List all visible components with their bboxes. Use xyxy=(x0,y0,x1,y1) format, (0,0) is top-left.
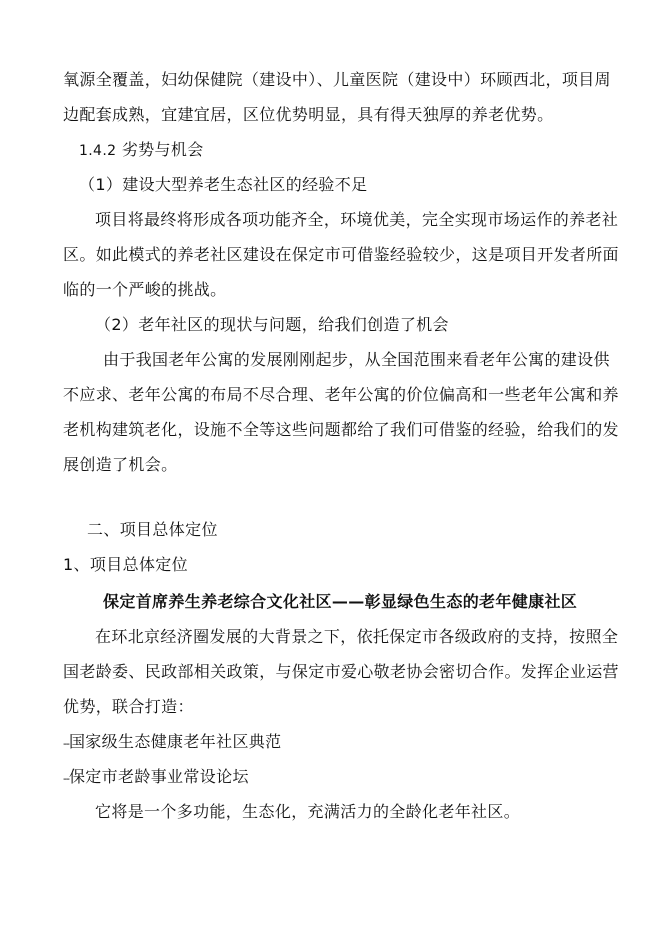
paragraph-line: 优势，联合打造： xyxy=(63,697,194,716)
paragraph-line: 在环北京经济圈发展的大背景之下，依托保定市各级政府的支持，按照全 xyxy=(95,627,619,646)
paragraph-line: 临的一个严峻的挑战。 xyxy=(63,280,227,299)
paragraph-line: 不应求、老年公寓的布局不尽合理、老年公寓的价位偏高和一些老年公寓和养 xyxy=(63,385,619,404)
list-marker: -- xyxy=(63,772,69,785)
paragraph-line: 展创造了机会。 xyxy=(63,455,178,474)
item2-heading: （2）老年社区的现状与问题，给我们创造了机会 xyxy=(95,315,449,334)
list-item xyxy=(63,766,249,790)
list-item-text: 国家级生态健康老年社区典范 xyxy=(68,732,282,751)
paragraph-line: 国老龄委、民政部相关政策，与保定市爱心敬老协会密切合作。发挥企业运营 xyxy=(63,662,619,681)
section-title: 劣势与机会 xyxy=(121,140,204,159)
paragraph-line: 由于我国老年公寓的发展刚刚起步，从全国范围来看老年公寓的建设供 xyxy=(103,350,610,369)
section-heading-142 xyxy=(79,139,204,162)
list-marker: -- xyxy=(63,737,69,750)
closing-line: 它将是一个多功能，生态化，充满活力的全龄化老年社区。 xyxy=(95,802,521,821)
list-item xyxy=(63,731,282,755)
paragraph-line: 边配套成熟，宜建宜居，区位优势明显，具有得天独厚的养老优势。 xyxy=(63,105,554,124)
subsection-number: 1、 xyxy=(63,555,90,574)
subsection-title: 项目总体定位 xyxy=(89,555,188,574)
chapter-heading: 二、项目总体定位 xyxy=(87,520,218,539)
paragraph-line: 氧源全覆盖，妇幼保健院（建设中）、儿童医院（建设中）环顾西北，项目周 xyxy=(63,70,611,89)
slogan: 保定首席养生养老综合文化社区——彰显绿色生态的老年健康社区 xyxy=(103,592,578,611)
paragraph-line: 老机构建筑老化，设施不全等这些问题都给了我们可借鉴的经验，给我们的发 xyxy=(63,420,619,439)
list-item-text: 保定市老龄事业常设论坛 xyxy=(68,767,249,786)
item1-heading: （1）建设大型养老生态社区的经验不足 xyxy=(79,175,368,194)
paragraph-line: 区。如此模式的养老社区建设在保定市可借鉴经验较少，这是项目开发者所面 xyxy=(63,245,619,264)
paragraph-line: 项目将最终将形成各项功能齐全，环境优美，完全实现市场运作的养老社 xyxy=(95,210,619,229)
section-number: 1.4.2 xyxy=(79,143,117,159)
subsection-heading xyxy=(63,554,188,576)
